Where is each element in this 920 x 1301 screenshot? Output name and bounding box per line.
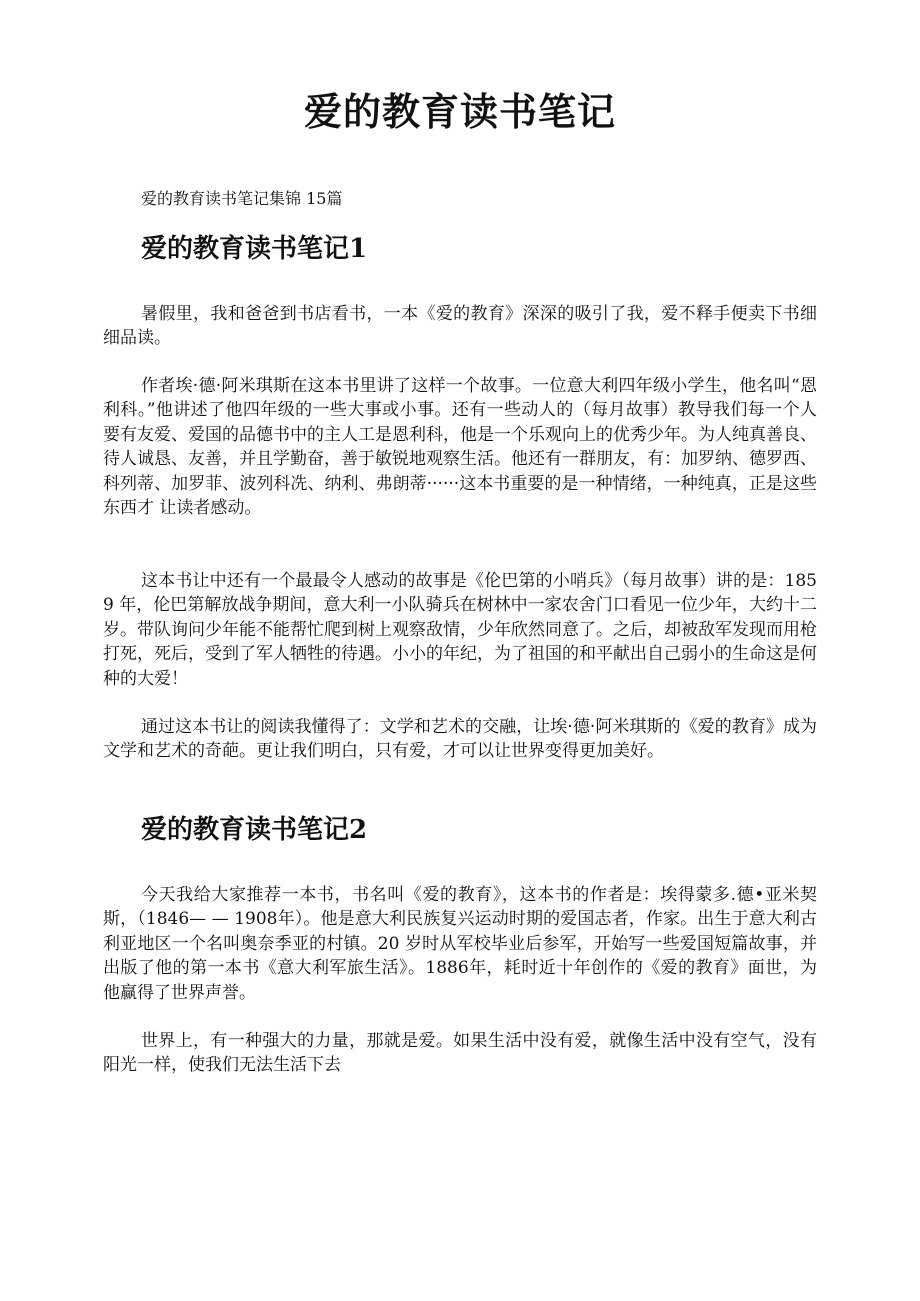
section-1-paragraph-2: 作者埃·德·阿米琪斯在这本书里讲了这样一个故事。一位意大利四年级小学生，他名叫“恩利科。”他讲述了他四年级的一些大事或小事。还有一些动人的（每月故事）教导我们每一个人要有友爱、爱国的品德书中的主人工是恩利科，他是一个乐观向上的优秀少年。为人纯真善良、待人诚恳、友善，并且学勤奋，善于敏锐地观察生活。他还有一群朋友，有：加罗纳、德罗西、科列蒂、加罗菲、波列科冼、纳利、弗朗蒂······这本书重要的是一种情绪，一种纯真，正是这些东西才 让读者感动。 <box>103 376 817 519</box>
section-1-paragraph-4: 通过这本书让的阅读我懂得了：文学和艺术的交融，让埃·德·阿米琪斯的《爱的教育》成为文学和艺术的奇葩。更让我们明白，只有爱，才可以让世界变得更加美好。 <box>103 717 817 762</box>
document-title: 爱的教育读书笔记 <box>303 89 616 134</box>
section-2-paragraph-2: 世界上，有一种强大的力量，那就是爱。如果生活中没有爱，就像生活中没有空气，没有阳光一样，使我们无法生活下去 <box>103 1031 817 1076</box>
section-2-heading: 爱的教育读书笔记2 <box>141 815 368 845</box>
section-2-paragraph-1: 今天我给大家推荐一本书，书名叫《爱的教育》，这本书的作者是：埃得蒙多.德•亚米契斯，（1846— — 1908年）。他是意大利民族复兴运动时期的爱国志者，作家。出生于意大利古利亚地区一个名叫奥奈季亚的村镇。20 岁时从军校毕业后参军，开始写一些爱国短篇故事，并出版了他的第一本书《意大利军旅生活》。1886年，耗时近十年创作的《爱的教育》面世，为他赢得了世界声誉。 <box>103 885 817 1003</box>
section-1-heading: 爱的教育读书笔记1 <box>141 234 368 264</box>
document-subtitle: 爱的教育读书笔记集锦 15篇 <box>141 189 343 208</box>
section-1-paragraph-1: 暑假里，我和爸爸到书店看书，一本《爱的教育》深深的吸引了我，爱不释手便卖下书细细品读。 <box>103 304 817 349</box>
section-1-paragraph-3: 这本书让中还有一个最最令人感动的故事是《伦巴第的小哨兵》（每月故事）讲的是：1859 年，伦巴第解放战争期间，意大利一小队骑兵在树林中一家农舍门口看见一位少年，大约十二岁。带队询问少年能不能帮忙爬到树上观察敌情，少年欣然同意了。之后，却被敌军发现而用枪打死，死后，受到了军人牺牲的待遇。小小的年纪，为了祖国的和平献出自己弱小的生命这是何种的大爱！ <box>103 571 817 689</box>
